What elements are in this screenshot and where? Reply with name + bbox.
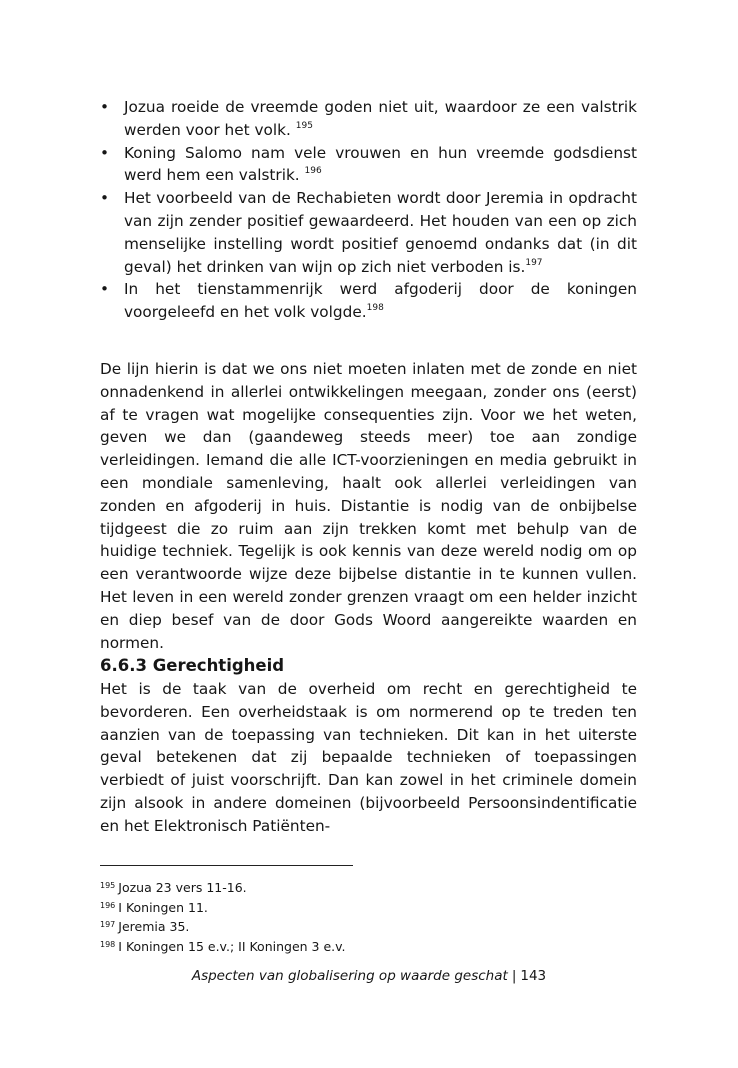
footnote-list — [100, 877, 500, 955]
footnote-text: I Koningen 15 e.v.; II Koningen 3 e.v. — [118, 938, 346, 954]
footnote-number: 196 — [100, 900, 116, 910]
footnote-ref[interactable]: 198 — [366, 303, 384, 314]
footnote-ref[interactable]: 195 — [295, 120, 313, 131]
bullet-dot-icon: • — [100, 189, 110, 208]
footnote-ref[interactable]: 197 — [525, 257, 543, 268]
bullet-item — [100, 142, 637, 188]
footnote-text: Jeremia 35. — [118, 919, 190, 934]
footnote — [100, 916, 500, 936]
footnote-number: 198 — [100, 939, 116, 949]
body-paragraph: Het is de taak van de overheid om recht en gerechtigheid te bevorderen. Een overheidstaak is om normerend op te treden ten aanzien van de toepassing van technieken. Dit kan in het uiterste geval betekenen dat zij bepaalde technieken of toepassingen verbiedt of juist voorschrijft. Dan kan zowel in het criminele domein zijn alsook in andere domeinen (bijvoorbeeld Persoonsindentificatie en het Elektronisch Patiënten- — [100, 680, 637, 835]
page-number: 143 — [520, 968, 547, 984]
bullet-item — [100, 187, 637, 278]
footnote-number: 195 — [100, 881, 116, 890]
footnote-number: 197 — [100, 920, 116, 929]
body-paragraph: De lijn hierin is dat we ons niet moeten inlaten met de zonde en niet onnadenkend in allerlei ontwikkelingen meegaan, zonder ons (eerst) af te vragen wat mogelijke consequenties zijn. Voor we het weten, geven we dan (gaandeweg steeds meer) toe aan zondige verleidingen. Iemand die alle ICT-voorzieningen en media gebruikt in een mondiale samenleving, haalt ook allerlei verleidingen van zonden en afgoderij in huis. Distantie is nodig van de onbijbelse tijdgeest die zo ruim aan zijn trekken komt met behulp van de huidige techniek. Tegelijk is ook kennis van deze wereld nodig om op een verantwoorde wijze deze bijbelse distantie in te kunnen vullen. Het leven in een wereld zonder grenzen vraagt om een helder inzicht en diep besef van de door Gods Woord aangereikte waarden en normen. — [100, 360, 637, 652]
bullet-item — [100, 278, 637, 324]
page-footer — [0, 966, 738, 986]
section-heading: 6.6.3 Gerechtigheid — [100, 656, 285, 675]
running-title: Aspecten van globalisering op waarde geschat — [191, 968, 508, 984]
bullet-text: Koning Salomo nam vele vrouwen en hun vreemde godsdienst werd hem een valstrik. — [124, 143, 637, 185]
bullet-dot-icon: • — [100, 143, 110, 162]
bullet-text: Het voorbeeld van de Rechabieten wordt door Jeremia in opdracht van zijn zender positief gewaardeerd. Het houden van een op zich menselijke instelling wordt positief genoemd ondanks dat (in dit geval) het drinken van wijn op zich niet verboden is. — [124, 189, 637, 276]
bullet-text: Jozua roeide de vreemde goden niet uit, waardoor ze een valstrik werden voor het volk. — [124, 98, 637, 139]
footnote-text: I Koningen 11. — [118, 899, 208, 915]
bullet-item — [100, 96, 637, 142]
bullet-dot-icon: • — [100, 280, 110, 299]
footnote — [100, 877, 500, 897]
footnote-divider — [100, 865, 353, 866]
footnote — [100, 936, 500, 956]
footnote — [100, 897, 500, 917]
footnote-text: Jozua 23 vers 11-16. — [118, 880, 247, 895]
footer-separator: | — [511, 968, 517, 984]
bullet-dot-icon: • — [100, 98, 110, 116]
bullet-list — [100, 96, 637, 324]
bullet-text: In het tienstammenrijk werd afgoderij door de koningen voorgeleefd en het volk volgde. — [124, 280, 637, 322]
footnote-ref[interactable]: 196 — [304, 166, 322, 177]
